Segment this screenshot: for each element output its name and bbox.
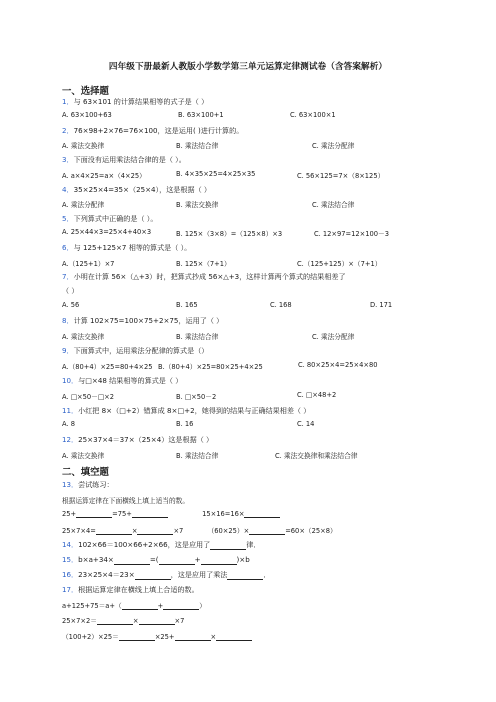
question-2: [62, 126, 243, 136]
answer-blank[interactable]: [159, 557, 195, 565]
page-title: 四年级下册最新人教版小学数学第三单元运算定律测试卷（含答案解析）: [108, 62, 388, 72]
answer-blank[interactable]: [132, 510, 168, 518]
option-b: B. 乘法结合律: [176, 333, 219, 341]
option-a: A. 8: [62, 420, 75, 428]
answer-blank[interactable]: [135, 572, 171, 580]
option-c: C. 80×25×4=25×4×80: [298, 361, 378, 369]
question-text: 小红把 8×（□+2）错算成 8×□+2，她得到的结果与正确结果相差（ ）: [78, 406, 311, 415]
question-13-intro: 根据运算定律在下面横线上填上适当的数。: [62, 497, 190, 505]
option-c: C. 乘法交换律和乘法结合律: [275, 452, 358, 460]
question-17-line-1: a+125+75＝a+（ + ）: [62, 602, 206, 610]
section-choice-heading: 一、选择题: [62, 86, 109, 97]
question-5: [62, 214, 157, 224]
answer-blank[interactable]: [210, 542, 246, 550]
option-b: B.（80+4）×25=80×25+4×25: [158, 363, 263, 371]
question-12: [62, 435, 213, 445]
answer-blank[interactable]: [175, 633, 211, 641]
question-6: [62, 243, 191, 253]
question-17-line-2: 25×7×2＝ × ×7: [62, 617, 185, 625]
answer-blank[interactable]: [163, 602, 199, 610]
option-a: A.（125+1）×7: [62, 260, 115, 268]
question-15: 15．b×a+34× =( + )×b: [62, 555, 250, 564]
option-b: B. 4×35×25=4×25×35: [176, 170, 256, 178]
question-number: 8．: [62, 316, 74, 325]
option-c: C. 56×125=7×（8×125）: [297, 172, 385, 180]
question-number: 17．: [62, 585, 79, 594]
question-text: 下面没有运用乘法结合律的是（ ）。: [73, 155, 186, 164]
option-b: B. 16: [176, 420, 194, 428]
answer-blank[interactable]: [114, 557, 150, 565]
section-fill-heading: 二、填空题: [62, 467, 109, 478]
question-number: 13．: [62, 480, 79, 489]
option-a: A. 乘法交换律: [62, 142, 105, 150]
question-10: [62, 376, 182, 386]
question-11: [62, 406, 310, 416]
question-1: [62, 97, 208, 107]
question-17-line-3: （100+2）×25＝ ×25+ ×: [62, 631, 252, 641]
option-c: C. 63×100×1: [290, 111, 336, 119]
question-14: 14．102×66＝100×66+2×66，这是应用了 律．: [62, 540, 261, 549]
option-b: B. 乘法结合律: [176, 142, 219, 150]
option-c: C. 168: [270, 301, 292, 309]
question-text: 25×37×4＝37×（25×4）这是根据（ ）: [78, 435, 214, 444]
option-a: A. 63×100+63: [62, 111, 112, 119]
question-number: 6．: [62, 243, 74, 252]
option-c: C. 乘法分配律: [312, 333, 355, 341]
option-c: C. 乘法结合律: [312, 201, 355, 209]
question-13: [62, 480, 114, 490]
option-b: B. 125×（3×8）=（125×8）×3: [176, 230, 283, 238]
question-13-line-1: 25+ =75+ 15×16=16×: [62, 510, 280, 518]
question-number: 7．: [62, 272, 74, 281]
question-text: 计算 102×75=100×75+2×75，运用了（ ）: [73, 316, 224, 325]
option-b: B. □×50－2: [176, 393, 217, 401]
answer-blank[interactable]: [216, 633, 252, 641]
question-7: [62, 272, 346, 282]
answer-blank[interactable]: [139, 617, 175, 625]
answer-blank[interactable]: [244, 510, 280, 518]
answer-blank[interactable]: [97, 617, 133, 625]
answer-blank[interactable]: [227, 572, 263, 580]
option-a: A. 乘法交换律: [62, 452, 105, 460]
option-a: A. 56: [62, 301, 80, 309]
option-a: A. 乘法分配律: [62, 201, 105, 209]
question-3: [62, 155, 186, 165]
question-number: 3．: [62, 155, 74, 164]
question-7-continued: （ ）: [62, 286, 79, 295]
option-c: C. 乘法分配律: [312, 142, 355, 150]
option-a: A. a×4×25=a×（4×25）: [62, 172, 146, 180]
option-b: B. 125×（7+1）: [176, 260, 231, 268]
option-a: A.（80+4）×25=80+4×25: [62, 363, 153, 371]
answer-blank[interactable]: [76, 510, 112, 518]
option-c: C. □×48+2: [297, 391, 337, 399]
question-number: 10．: [62, 376, 79, 385]
answer-blank[interactable]: [96, 527, 132, 535]
option-a: A. 乘法交换律: [62, 333, 105, 341]
answer-blank[interactable]: [249, 527, 285, 535]
answer-blank[interactable]: [122, 602, 158, 610]
question-text: 下面算式中，运用乘法分配律的算式是（）: [73, 346, 209, 355]
question-number: 4．: [62, 185, 74, 194]
question-number: 14．: [62, 540, 79, 549]
question-text: 35×25×4=35×（25×4），这是根据（ ）: [73, 185, 212, 194]
question-number: 1．: [62, 97, 74, 106]
question-number: 15．: [62, 555, 79, 564]
option-b: B. 乘法结合律: [176, 452, 219, 460]
question-text: 根据运算定律在横线上填上合适的数。: [78, 585, 199, 594]
option-a: A. 25×44×3=25×4+40×3: [62, 228, 152, 236]
question-number: 16．: [62, 570, 79, 579]
question-text: 与 63×101 的计算结果相等的式子是（ ）: [73, 97, 209, 106]
option-c: C. 14: [297, 420, 315, 428]
question-text: 尝试练习：: [78, 480, 114, 489]
question-number: 11．: [62, 406, 79, 415]
option-c: C.（125+125）×（7+1）: [297, 260, 382, 268]
question-text: 与□×48 结果相等的算式是（ ）: [78, 376, 183, 385]
option-b: B. 乘法交换律: [176, 201, 219, 209]
question-number: 9．: [62, 346, 74, 355]
question-text: 76×98+2×76=76×100，这是运用( )进行计算的。: [73, 126, 244, 135]
question-number: 2．: [62, 126, 74, 135]
question-8: [62, 316, 223, 326]
question-16: 16．23×25×4＝23× ，这是应用了乘法 ．: [62, 570, 271, 579]
option-c: C. 12×97=12×100－3: [314, 230, 389, 238]
question-17: [62, 585, 199, 595]
question-text: 小明在计算 56×（△+3）时，把算式抄成 56×△+3，这样计算两个算式的结果相差了: [73, 272, 346, 281]
answer-blank[interactable]: [119, 633, 155, 641]
question-text: 下列算式中正确的是（ ）。: [73, 214, 158, 223]
question-4: [62, 185, 211, 195]
option-b: B. 165: [176, 301, 198, 309]
question-13-line-2: 25×7×4= × ×7 （60×25）× =60×（25×8）: [62, 527, 337, 535]
answer-blank[interactable]: [137, 527, 173, 535]
question-text: 与 125+125×7 相等的算式是（ ）。: [73, 243, 192, 252]
question-number: 12．: [62, 435, 79, 444]
question-number: 5．: [62, 214, 74, 223]
answer-blank[interactable]: [201, 557, 237, 565]
option-a: A. □×50－□×2: [62, 393, 115, 401]
question-9: [62, 346, 208, 356]
option-d: D. 171: [370, 301, 393, 309]
option-b: B. 63×100+1: [178, 111, 224, 119]
